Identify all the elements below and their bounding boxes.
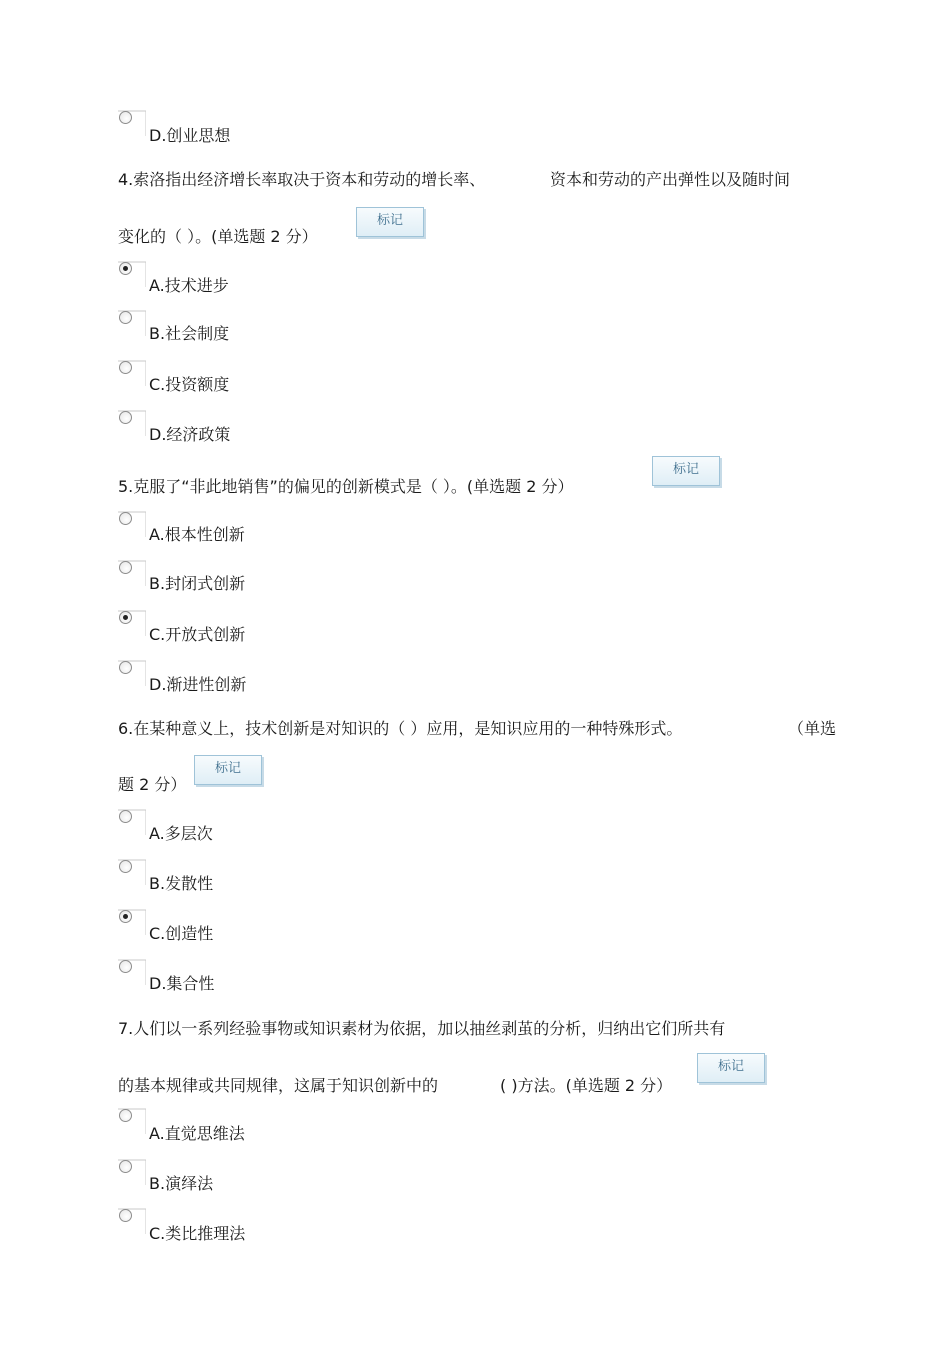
option-label-q4-b: B.社会制度 (149, 324, 230, 343)
mark-button-q6[interactable]: 标记 (194, 755, 262, 785)
mark-button-q4[interactable]: 标记 (356, 207, 424, 237)
option-label-q3-d: D.创业思想 (149, 126, 231, 145)
radio-q5-b[interactable] (118, 560, 146, 586)
radio-q7-c[interactable] (118, 1208, 146, 1234)
option-label-q7-a: A.直觉思维法 (149, 1124, 245, 1143)
option-label-q7-b: B.演绎法 (149, 1174, 214, 1193)
question-4-text-line1: 4.索洛指出经济增长率取决于资本和劳动的增长率、 (118, 170, 486, 189)
radio-q5-a[interactable] (118, 511, 146, 537)
option-label-q6-d: D.集合性 (149, 974, 215, 993)
question-6-text-line1b: （单选 (788, 719, 837, 738)
question-6-text-line1: 6.在某种意义上，技术创新是对知识的（ ）应用，是知识应用的一种特殊形式。 (118, 719, 683, 738)
radio-q4-c[interactable] (118, 360, 146, 386)
question-6-text-line2: 题 2 分） (118, 775, 187, 794)
option-label-q5-a: A.根本性创新 (149, 525, 245, 544)
question-4-text-line2: 变化的（ ）。(单选题 2 分） (118, 227, 318, 246)
mark-button-q7[interactable]: 标记 (697, 1053, 765, 1083)
option-label-q7-c: C.类比推理法 (149, 1224, 246, 1243)
question-5-text: 5.克服了“非此地销售”的偏见的创新模式是（ ）。(单选题 2 分） (118, 477, 574, 496)
radio-q6-b[interactable] (118, 859, 146, 885)
option-label-q6-b: B.发散性 (149, 874, 214, 893)
option-label-q4-c: C.投资额度 (149, 375, 230, 394)
radio-q4-d[interactable] (118, 410, 146, 436)
radio-q6-c[interactable] (118, 909, 146, 935)
option-label-q4-d: D.经济政策 (149, 425, 231, 444)
radio-q7-a[interactable] (118, 1108, 146, 1134)
option-label-q4-a: A.技术进步 (149, 276, 229, 295)
question-7-text-line2: 的基本规律或共同规律，这属于知识创新中的 (118, 1076, 439, 1095)
radio-q4-a[interactable] (118, 261, 146, 287)
radio-q7-b[interactable] (118, 1159, 146, 1185)
question-7-text-line1: 7.人们以一系列经验事物或知识素材为依据，加以抽丝剥茧的分析，归纳出它们所共有 (118, 1019, 726, 1038)
option-label-q5-d: D.渐进性创新 (149, 675, 247, 694)
radio-q6-a[interactable] (118, 809, 146, 835)
option-label-q5-c: C.开放式创新 (149, 625, 246, 644)
question-4-text-line1b: 资本和劳动的产出弹性以及随时间 (550, 170, 791, 189)
radio-selected-dot (123, 266, 128, 271)
option-label-q6-a: A.多层次 (149, 824, 213, 843)
radio-selected-dot (123, 914, 128, 919)
radio-selected-dot (123, 615, 128, 620)
option-label-q5-b: B.封闭式创新 (149, 574, 246, 593)
radio-q6-d[interactable] (118, 959, 146, 985)
question-7-text-line2b: ( )方法。(单选题 2 分） (500, 1076, 673, 1095)
radio-q4-b[interactable] (118, 310, 146, 336)
radio-q5-d[interactable] (118, 660, 146, 686)
radio-q3-d[interactable] (118, 110, 146, 136)
mark-button-q5[interactable]: 标记 (652, 456, 720, 486)
radio-q5-c[interactable] (118, 610, 146, 636)
option-label-q6-c: C.创造性 (149, 924, 214, 943)
